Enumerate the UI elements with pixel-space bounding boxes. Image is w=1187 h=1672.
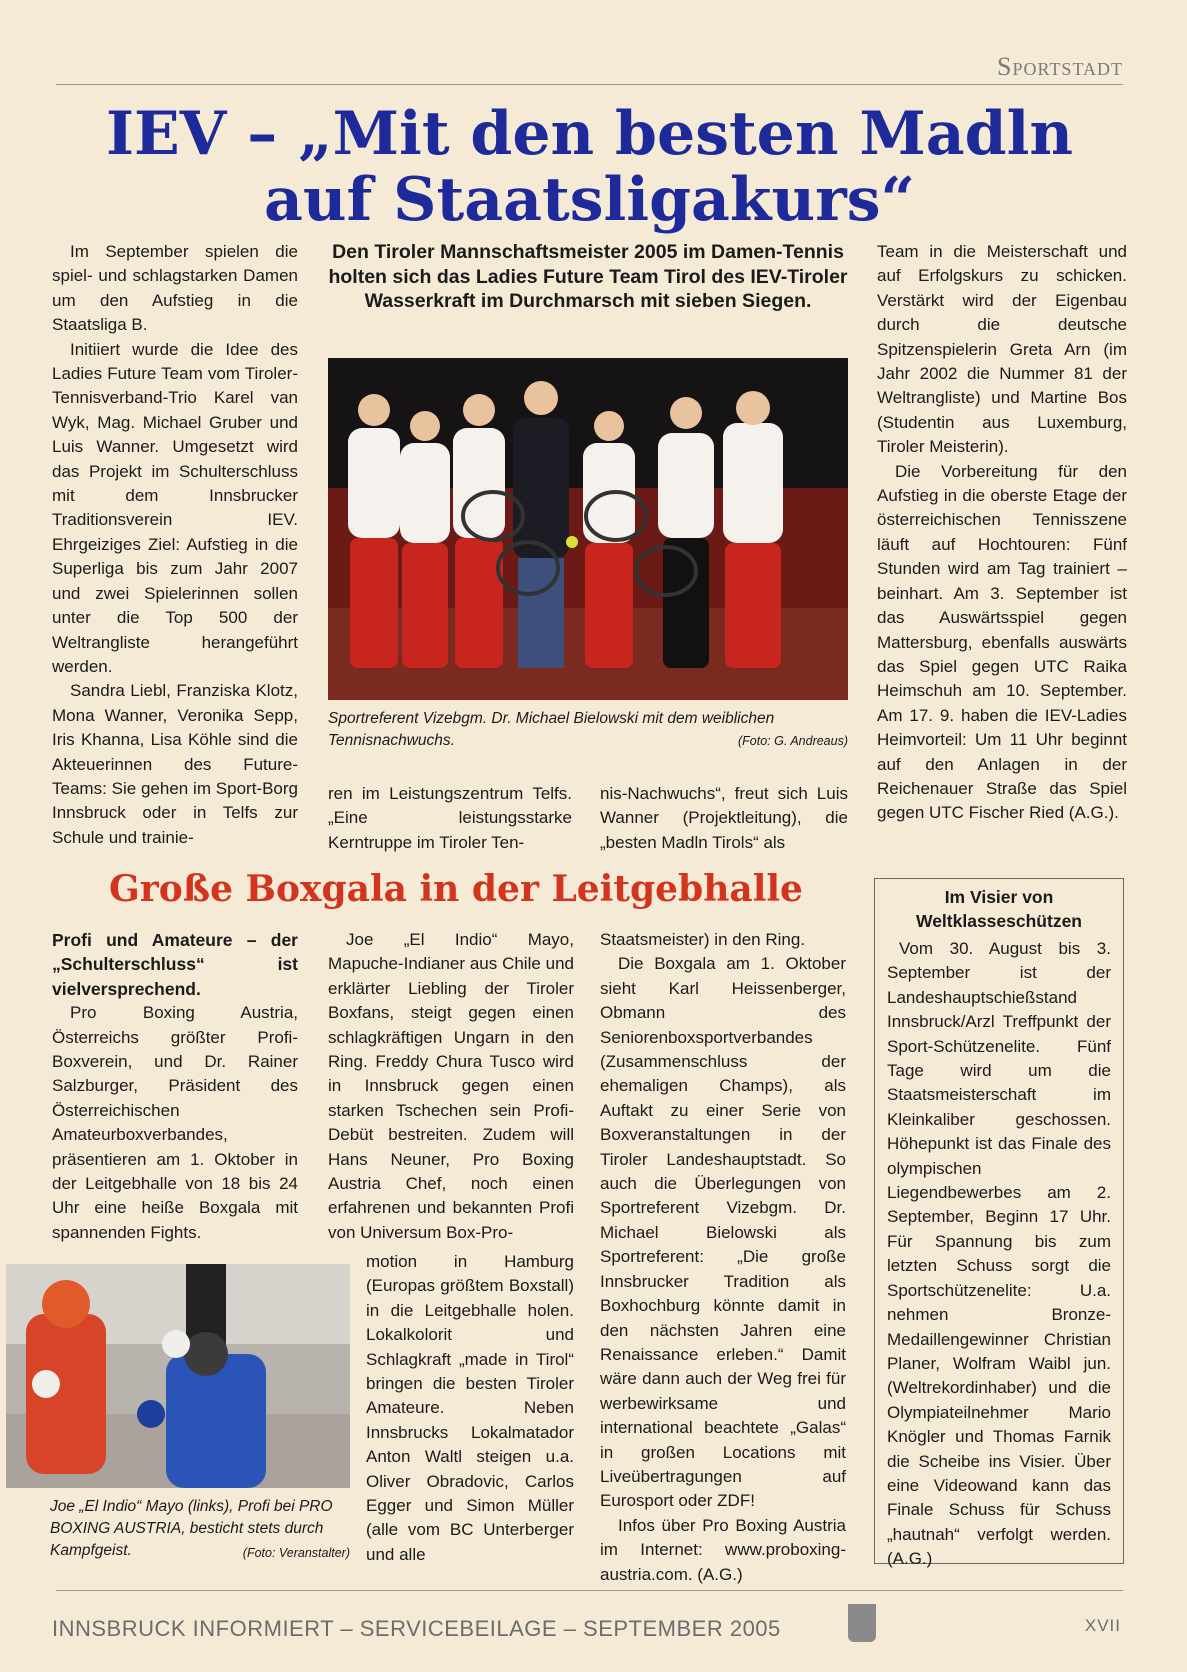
article1-col1-p3: Sandra Liebl, Franziska Klotz, Mona Wanner, Veronika Sepp, Iris Khanna, Lisa Köhle sind die Akteuerinnen des Future-Teams: Sie gehen im Sport-Borg Innsbruck oder in Telfs zur Schule und trainie- bbox=[52, 681, 298, 847]
article1-col4-p1: Team in die Meisterschaft und auf Erfolgskurs zu schicken. Verstärkt wird der Eigenbau durch die deutsche Spitzenspielerin Greta Arn (im Jahr 2002 die Nummer 81 der Weltrangliste) und Martine Bos (Studentin aus Luxemburg, Tiroler Meisterin). bbox=[877, 242, 1127, 457]
article2-col2-top bbox=[328, 928, 574, 1245]
article1-title-line1: IEV – „Mit den besten Madln bbox=[105, 99, 1074, 169]
boxing-photo bbox=[6, 1264, 350, 1488]
footer-rule bbox=[56, 1590, 1123, 1591]
city-crest-icon bbox=[848, 1604, 876, 1642]
sidebox-body bbox=[875, 933, 1123, 1572]
article2-col3-p2: Die Boxgala am 1. Oktober sieht Karl Heissenberger, Obmann des Seniorenboxsportverbandes (Zusammenschluss der ehemaligen Champs), als Auftakt zu einer Serie von Boxveranstaltungen in der Tiroler Landeshauptstadt. So auch die Überlegungen von Sportreferent Vizebgm. Dr. Michael Bielowski als Sportreferent: „Die große Innsbrucker Tradition als Boxhochburg könnte damit in den nächsten Jahren eine Renaissance erleben.“ Damit wäre dann auch der Weg frei für werbewirksame und international beachtete „Galas“ in großen Locations mit Liveübertragungen auf Eurosport oder ZDF! bbox=[600, 954, 846, 1511]
article2-col2-bottom bbox=[366, 1250, 574, 1567]
article2-col1-text: Pro Boxing Austria, Österreichs größter Profi-Boxverein, und Dr. Rainer Salzburger, Präsident des Österreichischen Amateurboxverbandes, präsentieren am 1. Oktober in der Leitgebhalle von 18 bis 24 Uhr eine heiße Boxgala mit spannenden Fights. bbox=[52, 1003, 298, 1242]
tennis-team-illustration bbox=[328, 358, 848, 700]
article2-col3 bbox=[600, 928, 846, 1587]
shooting-sidebox bbox=[874, 878, 1124, 1569]
tennis-team-photo bbox=[328, 358, 848, 700]
tennis-photo-caption: Sportreferent Vizebgm. Dr. Michael Bielowski mit dem weiblichen Tennisnachwuchs. bbox=[328, 710, 775, 749]
article2-subhead: Profi und Amateure – der „Schulterschluss“ ist vielversprechend. bbox=[52, 930, 298, 999]
footer-publication: INNSBRUCK INFORMIERT – SERVICEBEILAGE – SEPTEMBER 2005 bbox=[52, 1616, 781, 1641]
article1-col2-text: ren im Leistungszentrum Telfs. „Eine leistungsstarke Kerntruppe im Tiroler Ten- bbox=[328, 784, 572, 852]
article2-col2-top-text: Joe „El Indio“ Mayo, Mapuche-Indianer aus Chile und erklärter Liebling der Tiroler Boxfans, steigt gegen einen schlagkräftigen Ungarn in den Ring. Freddy Chura Tusco wird in Innsbruck gegen einen starken Tschechen sein Profi-Debüt bestreiten. Zudem will Hans Neuner, Pro Boxing Austria Chef, noch einen erfahrenen und bekannten Profi von Universum Box-Pro- bbox=[328, 930, 574, 1242]
article1-title-line2: auf Staatsligakurs“ bbox=[263, 165, 915, 235]
header-rule bbox=[56, 84, 1123, 85]
article1-col1 bbox=[52, 240, 298, 850]
page-number: XVII bbox=[1084, 1616, 1121, 1635]
article1-col3 bbox=[600, 782, 848, 855]
article1-col4-p2: Die Vorbereitung für den Aufstieg in die oberste Etage der österreichischen Tennisszene läuft auf Hochtouren: Fünf Stunden wird am Tag trainiert – beinhart. Am 3. September ist das Auswärtsspiel gegen Mattersburg, ebenfalls auswärts das Spiel gegen UTC Raika Heimschuh am 10. September. Am 17. 9. haben die IEV-Ladies Heimvorteil: Um 11 Uhr beginnt auf den Anlagen in der Reichenauer Straße das Spiel gegen UTC Fischer Ried (A.G.). bbox=[877, 461, 1127, 823]
article1-col2 bbox=[328, 782, 572, 855]
boxing-photo-credit: (Foto: Veranstalter) bbox=[242, 1546, 350, 1560]
section-label: Sportstadt bbox=[997, 52, 1123, 81]
sidebox-title: Im Visier von Weltklasseschützen bbox=[916, 887, 1082, 931]
boxing-illustration bbox=[6, 1264, 350, 1488]
article1-col1-p2: Initiiert wurde die Idee des Ladies Future Team vom Tiroler-Tennisverband-Trio Karel van Wyk, Mag. Michael Gruber und Luis Wanner. Umgesetzt wird das Projekt im Schulterschluss mit dem Innsbrucker Traditionsverein IEV. Ehrgeiziges Ziel: Aufstieg in die Superliga bis zum Jahr 2007 und zwei Spielerinnen sollen unter die Top 500 der Weltrangliste herangeführt werden. bbox=[52, 339, 298, 676]
sidebox-text: Vom 30. August bis 3. September ist der Landeshauptschießstand Innsbruck/Arzl Treffpunkt der Sport-Schützenelite. Fünf Tage wird um die Staatsmeisterschaft im Kleinkaliber geschossen. Höhepunkt ist das Finale des olympischen Liegendbewerbes am 2. September, Beginn 17 Uhr. Für Spannung bis zum letzten Schuss sorgt die Sportschützenelite: U.a. nehmen Bronze-Medaillengewinner Christian Planer, Wolfram Waibl jun. (Weltrekordinhaber) und die Olympiateilnehmer Mario Knögler und Thomas Farnik die Scheibe ins Visier. Über eine Videowand kann das Finale Schuss für Schuss „hautnah“ verfolgt werden. (A.G.) bbox=[887, 939, 1111, 1569]
article2-col2-bottom-text: motion in Hamburg (Europas größtem Boxstall) in die Leitgebhalle holen. Lokalkolorit und Schlagkraft „made in Tirol“ bringen die besten Tiroler Amateure. Neben Innsbrucks Lokalmatador Anton Waltl steigen u.a. Oliver Obradovic, Carlos Egger und Simon Müller (alle vom BC Unterberger und alle bbox=[366, 1252, 574, 1564]
article1-col1-p1: Im September spielen die spiel- und schlagstarken Damen um den Aufstieg in die Staatsliga B. bbox=[52, 242, 298, 335]
article2-col1 bbox=[52, 928, 298, 1245]
article1-col4 bbox=[877, 240, 1127, 826]
boxing-photo-caption: Joe „El Indio“ Mayo (links), Profi bei PRO BOXING AUSTRIA, besticht stets durch Kampfgeist. bbox=[50, 1498, 333, 1559]
article1-col3-text: nis-Nachwuchs“, freut sich Luis Wanner (Projektleitung), die „besten Madln Tirols“ als bbox=[600, 784, 848, 852]
tennis-photo-credit: (Foto: G. Andreaus) bbox=[738, 734, 848, 748]
article2-col3-p1: Staatsmeister) in den Ring. bbox=[600, 930, 806, 949]
article2-title: Große Boxgala in der Leitgebhalle bbox=[109, 868, 803, 910]
article2-col3-p3: Infos über Pro Boxing Austria im Internet: www.proboxing-austria.com. (A.G.) bbox=[600, 1515, 846, 1584]
article1-lead: Den Tiroler Mannschaftsmeister 2005 im Damen-Tennis holten sich das Ladies Future Team Tirol des IEV-Tiroler Wasserkraft im Durchmarsch mit sieben Siegen. bbox=[328, 241, 848, 312]
